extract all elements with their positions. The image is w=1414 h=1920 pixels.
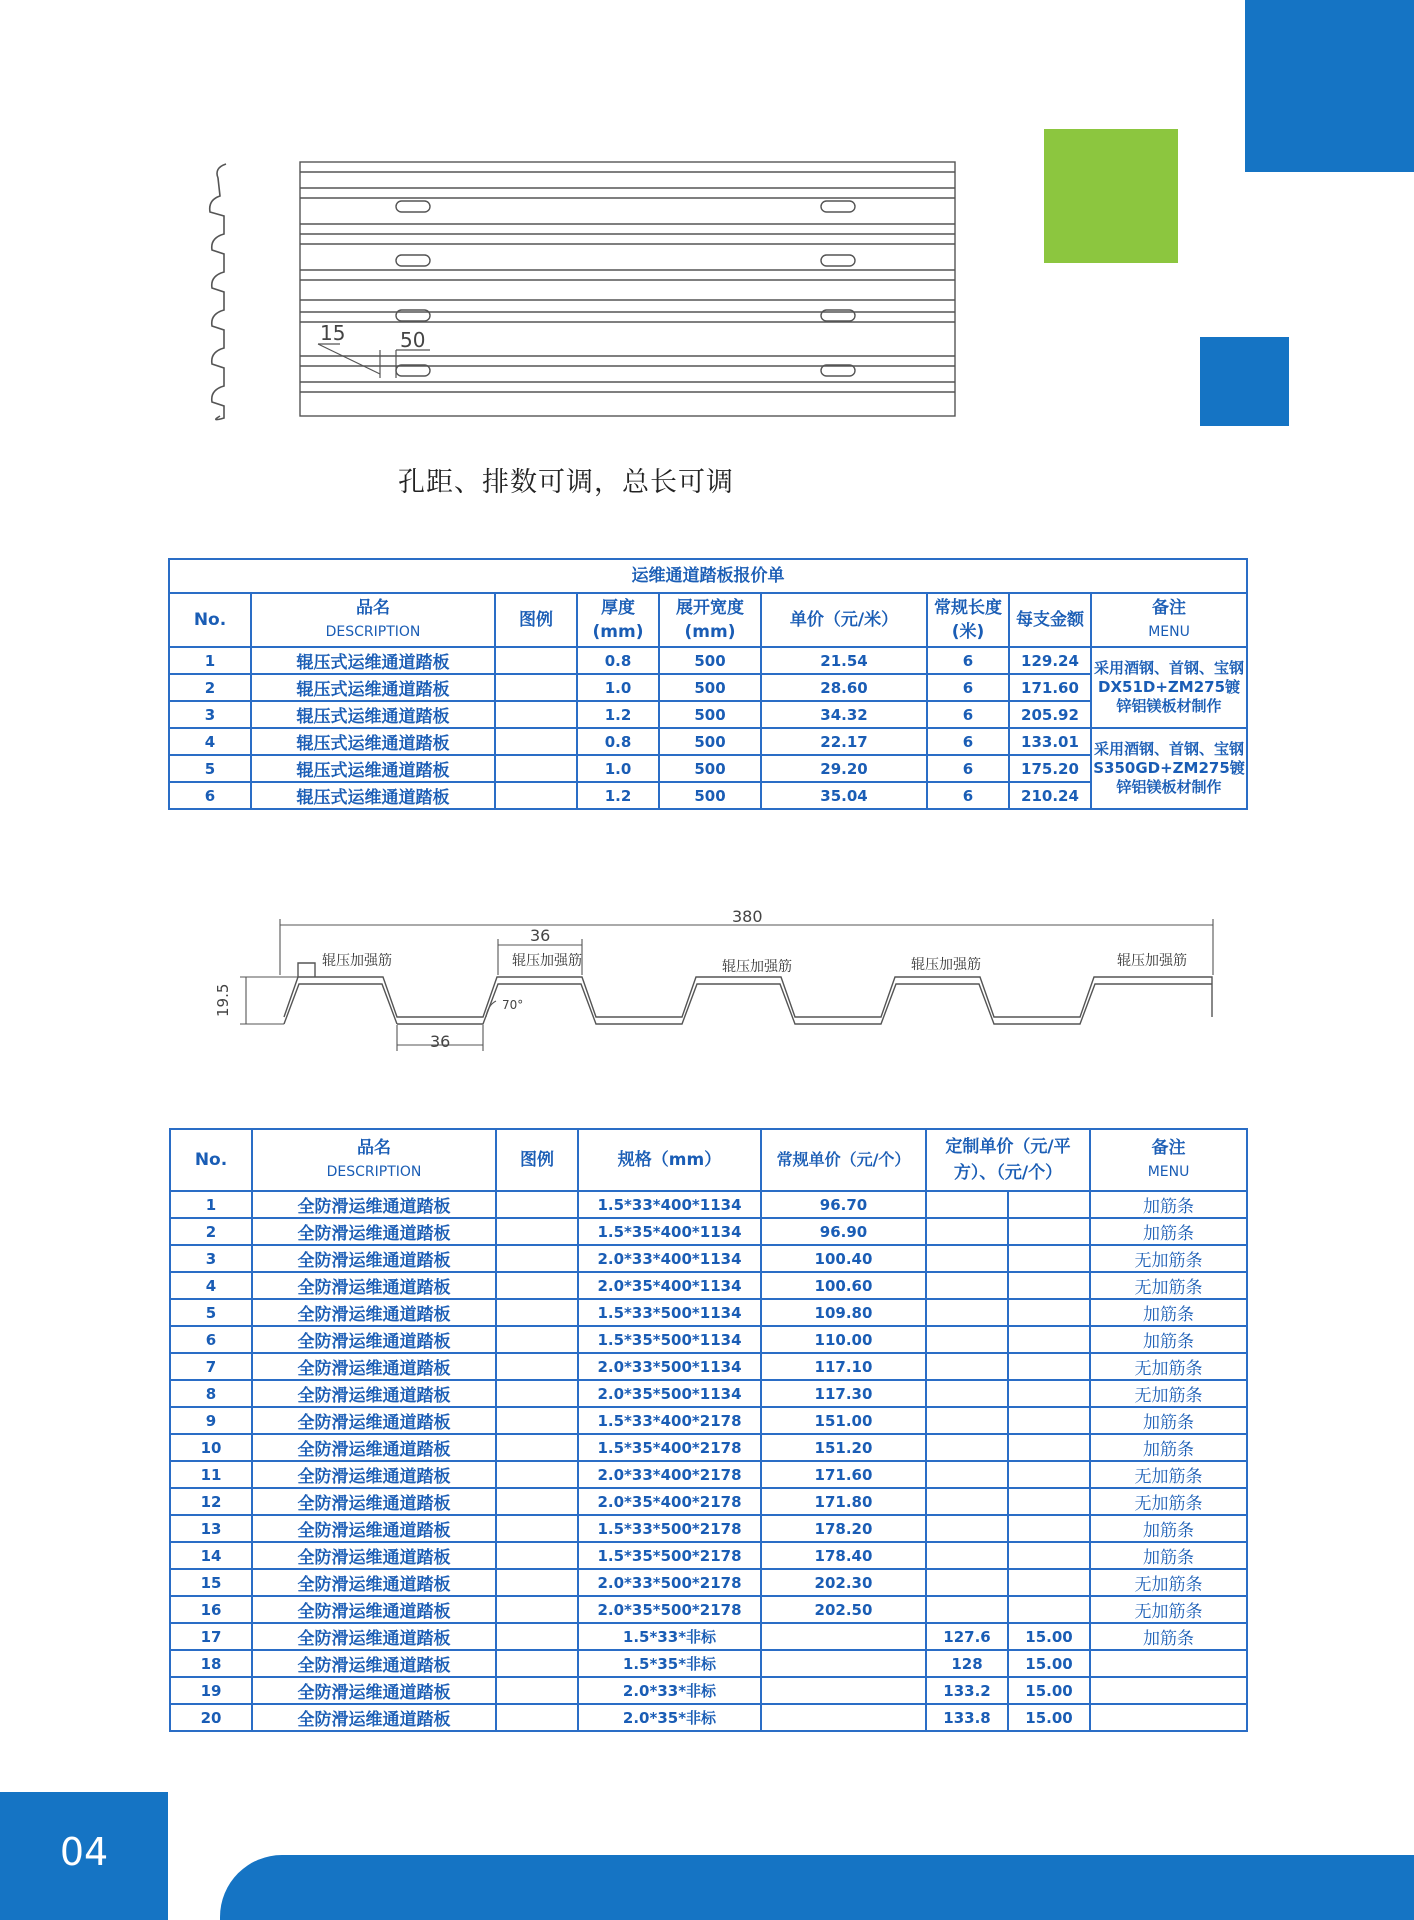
cell-no: 5: [170, 1299, 252, 1326]
cell-spec: 2.0*33*500*1134: [578, 1353, 761, 1380]
cell-spec: 2.0*35*500*1134: [578, 1380, 761, 1407]
cell-amount: 205.92: [1009, 701, 1091, 728]
cell-remark: 采用酒钢、首钢、宝钢S350GD+ZM275镀锌铝镁板材制作: [1091, 728, 1247, 809]
table-row: [170, 1380, 1247, 1407]
cell-custom-area: [926, 1434, 1008, 1461]
dim-bottom-36-label: 36: [430, 1032, 451, 1051]
cell-name: 辊压式运维通道踏板: [251, 701, 495, 728]
table-row: [169, 701, 1247, 728]
cell-custom-piece: [1008, 1515, 1090, 1542]
cell-figure: [496, 1569, 578, 1596]
cell-width: 500: [659, 647, 761, 674]
header-remark-cn: 备注: [1152, 598, 1187, 618]
cell-name: 全防滑运维通道踏板: [252, 1380, 496, 1407]
cell-spec: 1.5*35*400*2178: [578, 1434, 761, 1461]
cell-note: [1090, 1704, 1247, 1731]
cell-custom-piece: [1008, 1326, 1090, 1353]
header-thick: [577, 593, 659, 647]
cell-price: 171.80: [761, 1488, 926, 1515]
cell-custom-area: [926, 1596, 1008, 1623]
cell-amount: 129.24: [1009, 647, 1091, 674]
plank-outline: [300, 162, 955, 416]
cell-figure: [496, 1191, 578, 1218]
cell-price: [761, 1704, 926, 1731]
cell-price: 178.40: [761, 1542, 926, 1569]
cell-price: 22.17: [761, 728, 927, 755]
cell-note: 无加筋条: [1090, 1380, 1247, 1407]
cell-price: 29.20: [761, 755, 927, 782]
cell-name: 辊压式运维通道踏板: [251, 647, 495, 674]
cell-figure: [496, 1272, 578, 1299]
cell-name: 全防滑运维通道踏板: [252, 1299, 496, 1326]
rib-label-1: 辊压加强筋: [322, 953, 392, 969]
cell-custom-area: [926, 1407, 1008, 1434]
cell-note: [1090, 1650, 1247, 1677]
table-row: [170, 1218, 1247, 1245]
cell-custom-piece: [1008, 1596, 1090, 1623]
cell-remark: 采用酒钢、首钢、宝钢DX51D+ZM275镀锌铝镁板材制作: [1091, 647, 1247, 728]
cell-name: 全防滑运维通道踏板: [252, 1191, 496, 1218]
header-amount: 每支金额: [1009, 593, 1091, 647]
cell-figure: [496, 1299, 578, 1326]
cell-figure: [496, 1596, 578, 1623]
cell-spec: 2.0*35*非标: [578, 1704, 761, 1731]
cell-custom-area: [926, 1245, 1008, 1272]
cell-spec: 1.5*33*400*1134: [578, 1191, 761, 1218]
cell-no: 12: [170, 1488, 252, 1515]
cell-no: 19: [170, 1677, 252, 1704]
rib-label-2: 辊压加强筋: [512, 953, 582, 969]
header-name: [251, 593, 495, 647]
cell-price: [761, 1623, 926, 1650]
cell-spec: 2.0*35*400*1134: [578, 1272, 761, 1299]
cell-custom-area: [926, 1272, 1008, 1299]
cell-note: 无加筋条: [1090, 1272, 1247, 1299]
cell-custom-area: [926, 1542, 1008, 1569]
cell-custom-piece: 15.00: [1008, 1650, 1090, 1677]
cell-figure: [496, 1488, 578, 1515]
cell-name: 全防滑运维通道踏板: [252, 1677, 496, 1704]
cell-amount: 210.24: [1009, 782, 1091, 809]
header2-remark-en: MENU: [1147, 1164, 1190, 1180]
cell-custom-piece: 15.00: [1008, 1704, 1090, 1731]
cell-length: 6: [927, 674, 1009, 701]
cell-no: 20: [170, 1704, 252, 1731]
slot-holes: [396, 201, 855, 376]
cell-no: 13: [170, 1515, 252, 1542]
cell-name: 全防滑运维通道踏板: [252, 1326, 496, 1353]
table-row: [170, 1434, 1247, 1461]
cell-price: 96.90: [761, 1218, 926, 1245]
header-no: No.: [169, 593, 251, 647]
header-length-cn: 常规长度: [934, 598, 1002, 618]
dim-50-label: 50: [400, 328, 426, 352]
cell-price: 110.00: [761, 1326, 926, 1353]
cell-note: 加筋条: [1090, 1434, 1247, 1461]
cell-custom-area: [926, 1569, 1008, 1596]
cell-length: 6: [927, 647, 1009, 674]
cell-note: 加筋条: [1090, 1542, 1247, 1569]
header2-custom: 定制单价（元/平方）、（元/个）: [926, 1129, 1090, 1191]
cell-spec: 1.5*33*400*2178: [578, 1407, 761, 1434]
angle-label: 70°: [502, 998, 524, 1012]
cell-no: 6: [169, 782, 251, 809]
cell-figure: [496, 1677, 578, 1704]
cell-spec: 1.5*35*非标: [578, 1650, 761, 1677]
cell-name: 全防滑运维通道踏板: [252, 1569, 496, 1596]
table-row: [170, 1461, 1247, 1488]
cell-figure: [496, 1245, 578, 1272]
table-row: [170, 1272, 1247, 1299]
cell-custom-piece: [1008, 1407, 1090, 1434]
cell-custom-area: [926, 1488, 1008, 1515]
table-row: [170, 1353, 1247, 1380]
cell-amount: 171.60: [1009, 674, 1091, 701]
cell-name: 全防滑运维通道踏板: [252, 1245, 496, 1272]
cell-spec: 1.5*33*500*1134: [578, 1299, 761, 1326]
green-accent-block: [1044, 129, 1178, 263]
dim-top-36-label: 36: [530, 926, 551, 945]
cell-figure: [496, 1542, 578, 1569]
table1-header-row: [169, 593, 1247, 647]
table-row: [170, 1299, 1247, 1326]
table-row: [170, 1488, 1247, 1515]
cell-spec: 1.5*35*500*1134: [578, 1326, 761, 1353]
cell-figure: [495, 674, 577, 701]
cell-no: 9: [170, 1407, 252, 1434]
cell-note: 加筋条: [1090, 1299, 1247, 1326]
cell-name: 辊压式运维通道踏板: [251, 674, 495, 701]
cell-amount: 175.20: [1009, 755, 1091, 782]
cell-custom-piece: [1008, 1542, 1090, 1569]
cell-no: 16: [170, 1596, 252, 1623]
cell-thick: 0.8: [577, 647, 659, 674]
header2-no: No.: [170, 1129, 252, 1191]
cell-name: 全防滑运维通道踏板: [252, 1542, 496, 1569]
cell-note: 加筋条: [1090, 1326, 1247, 1353]
page-number: 04: [59, 1830, 109, 1874]
cell-spec: 1.5*33*500*2178: [578, 1515, 761, 1542]
table-row: [170, 1245, 1247, 1272]
table-row: [170, 1407, 1247, 1434]
cell-custom-area: 133.2: [926, 1677, 1008, 1704]
cell-no: 15: [170, 1569, 252, 1596]
cell-custom-area: [926, 1326, 1008, 1353]
header2-spec: 规格（mm）: [578, 1129, 761, 1191]
side-profile: [210, 164, 226, 420]
cell-note: 无加筋条: [1090, 1353, 1247, 1380]
cell-figure: [496, 1650, 578, 1677]
header2-name-cn: 品名: [357, 1138, 391, 1158]
table-row: [170, 1677, 1247, 1704]
cell-no: 14: [170, 1542, 252, 1569]
cell-price: 202.50: [761, 1596, 926, 1623]
cell-note: 无加筋条: [1090, 1569, 1247, 1596]
header-length: [927, 593, 1009, 647]
header-width-unit: (mm): [684, 622, 736, 642]
cell-name: 全防滑运维通道踏板: [252, 1434, 496, 1461]
cell-note: 加筋条: [1090, 1515, 1247, 1542]
footer-bar: [220, 1855, 1414, 1920]
cell-custom-piece: [1008, 1569, 1090, 1596]
cell-name: 全防滑运维通道踏板: [252, 1596, 496, 1623]
cell-price: 96.70: [761, 1191, 926, 1218]
cell-no: 8: [170, 1380, 252, 1407]
cell-figure: [495, 728, 577, 755]
header2-name-en: DESCRIPTION: [326, 1164, 422, 1180]
header-remark-en: MENU: [1148, 624, 1190, 640]
table-row: [169, 728, 1247, 755]
cell-price: 34.32: [761, 701, 927, 728]
header2-name: [252, 1129, 496, 1191]
table-row: [170, 1326, 1247, 1353]
cell-note: 无加筋条: [1090, 1596, 1247, 1623]
cell-custom-piece: [1008, 1461, 1090, 1488]
cell-no: 6: [170, 1326, 252, 1353]
cell-spec: 1.5*35*400*1134: [578, 1218, 761, 1245]
table-row: [169, 755, 1247, 782]
price-table-anti-slip: [169, 1128, 1248, 1732]
cell-note: 无加筋条: [1090, 1245, 1247, 1272]
cell-name: 全防滑运维通道踏板: [252, 1623, 496, 1650]
cell-spec: 2.0*33*400*1134: [578, 1245, 761, 1272]
cell-thick: 1.2: [577, 782, 659, 809]
dim-height-label: 19.5: [214, 983, 232, 1017]
cell-no: 1: [169, 647, 251, 674]
rib-label-3: 辊压加强筋: [722, 959, 792, 975]
header2-remark: [1090, 1129, 1247, 1191]
header-thick-cn: 厚度: [601, 598, 635, 618]
cell-no: 2: [170, 1218, 252, 1245]
cell-name: 全防滑运维通道踏板: [252, 1515, 496, 1542]
cell-custom-piece: 15.00: [1008, 1623, 1090, 1650]
cell-price: 109.80: [761, 1299, 926, 1326]
table-row: [170, 1569, 1247, 1596]
cell-custom-area: [926, 1353, 1008, 1380]
cell-note: 加筋条: [1090, 1191, 1247, 1218]
cell-custom-piece: [1008, 1272, 1090, 1299]
cell-no: 4: [170, 1272, 252, 1299]
cell-name: 全防滑运维通道踏板: [252, 1488, 496, 1515]
cell-custom-piece: [1008, 1380, 1090, 1407]
cell-width: 500: [659, 701, 761, 728]
cell-thick: 1.0: [577, 674, 659, 701]
cell-name: 全防滑运维通道踏板: [252, 1218, 496, 1245]
cell-note: 无加筋条: [1090, 1488, 1247, 1515]
cell-no: 3: [169, 701, 251, 728]
cell-note: 加筋条: [1090, 1623, 1247, 1650]
cell-figure: [496, 1704, 578, 1731]
cell-custom-piece: [1008, 1299, 1090, 1326]
cell-custom-piece: [1008, 1353, 1090, 1380]
header-thick-unit: (mm): [592, 622, 644, 642]
cell-name: 全防滑运维通道踏板: [252, 1272, 496, 1299]
cell-price: 100.60: [761, 1272, 926, 1299]
cell-no: 2: [169, 674, 251, 701]
cell-no: 7: [170, 1353, 252, 1380]
profile-section-drawing: [200, 905, 1230, 1055]
cell-thick: 1.2: [577, 701, 659, 728]
cell-name: 全防滑运维通道踏板: [252, 1353, 496, 1380]
cell-no: 1: [170, 1191, 252, 1218]
cell-width: 500: [659, 674, 761, 701]
header2-price: 常规单价（元/个）: [761, 1129, 926, 1191]
cell-price: [761, 1650, 926, 1677]
table-row: [169, 674, 1247, 701]
table2-header-row: [170, 1129, 1247, 1191]
cell-length: 6: [927, 728, 1009, 755]
cell-no: 11: [170, 1461, 252, 1488]
header-name-en: DESCRIPTION: [325, 624, 421, 640]
table-row: [170, 1596, 1247, 1623]
cell-length: 6: [927, 782, 1009, 809]
cell-custom-area: 127.6: [926, 1623, 1008, 1650]
cell-figure: [496, 1515, 578, 1542]
header2-figure: 图例: [496, 1129, 578, 1191]
cell-width: 500: [659, 782, 761, 809]
cell-amount: 133.01: [1009, 728, 1091, 755]
cell-figure: [496, 1353, 578, 1380]
dim-380-label: 380: [732, 907, 763, 926]
header-name-cn: 品名: [356, 598, 390, 618]
cell-custom-piece: [1008, 1191, 1090, 1218]
cell-note: 加筋条: [1090, 1218, 1247, 1245]
cell-name: 全防滑运维通道踏板: [252, 1407, 496, 1434]
cell-name: 全防滑运维通道踏板: [252, 1461, 496, 1488]
cell-no: 5: [169, 755, 251, 782]
cell-custom-piece: [1008, 1488, 1090, 1515]
header-price: 单价（元/米）: [761, 593, 927, 647]
cell-spec: 1.5*33*非标: [578, 1623, 761, 1650]
cell-note: 无加筋条: [1090, 1461, 1247, 1488]
corner-block-top: [1245, 0, 1414, 172]
table-row: [170, 1542, 1247, 1569]
cell-spec: 2.0*33*400*2178: [578, 1461, 761, 1488]
cell-custom-piece: [1008, 1434, 1090, 1461]
table-row: [170, 1515, 1247, 1542]
cell-name: 全防滑运维通道踏板: [252, 1704, 496, 1731]
cell-custom-piece: 15.00: [1008, 1677, 1090, 1704]
table-row: [169, 782, 1247, 809]
header2-remark-cn: 备注: [1151, 1138, 1186, 1158]
cell-length: 6: [927, 755, 1009, 782]
small-blue-block: [1200, 337, 1289, 426]
cell-figure: [495, 701, 577, 728]
cell-no: 18: [170, 1650, 252, 1677]
cell-no: 4: [169, 728, 251, 755]
price-table-rolled: [168, 558, 1248, 810]
cell-custom-area: [926, 1380, 1008, 1407]
header-width: [659, 593, 761, 647]
cell-figure: [495, 782, 577, 809]
cell-price: [761, 1677, 926, 1704]
cell-figure: [496, 1380, 578, 1407]
cell-price: 117.10: [761, 1353, 926, 1380]
cell-spec: 2.0*35*500*2178: [578, 1596, 761, 1623]
cell-custom-area: [926, 1461, 1008, 1488]
cell-note: 加筋条: [1090, 1407, 1247, 1434]
cell-width: 500: [659, 728, 761, 755]
cell-spec: 1.5*35*500*2178: [578, 1542, 761, 1569]
rib-label-4: 辊压加强筋: [911, 957, 981, 973]
cell-price: 151.20: [761, 1434, 926, 1461]
cell-thick: 1.0: [577, 755, 659, 782]
cell-price: 35.04: [761, 782, 927, 809]
cell-price: 100.40: [761, 1245, 926, 1272]
cell-price: 21.54: [761, 647, 927, 674]
cell-name: 全防滑运维通道踏板: [252, 1650, 496, 1677]
cell-no: 17: [170, 1623, 252, 1650]
plank-plan-drawing: [200, 150, 970, 430]
cell-custom-area: [926, 1515, 1008, 1542]
cell-custom-area: [926, 1299, 1008, 1326]
cell-custom-piece: [1008, 1218, 1090, 1245]
cell-price: 202.30: [761, 1569, 926, 1596]
cell-price: 151.00: [761, 1407, 926, 1434]
cell-figure: [496, 1434, 578, 1461]
table-row: [170, 1191, 1247, 1218]
cell-figure: [496, 1407, 578, 1434]
cell-figure: [496, 1218, 578, 1245]
cell-figure: [496, 1326, 578, 1353]
cell-spec: 2.0*33*非标: [578, 1677, 761, 1704]
table1-title: 运维通道踏板报价单: [169, 559, 1247, 593]
cell-custom-area: [926, 1191, 1008, 1218]
cell-price: 178.20: [761, 1515, 926, 1542]
cell-custom-area: 133.8: [926, 1704, 1008, 1731]
cell-name: 辊压式运维通道踏板: [251, 755, 495, 782]
table-row: [170, 1623, 1247, 1650]
cell-name: 辊压式运维通道踏板: [251, 782, 495, 809]
header-width-cn: 展开宽度: [676, 598, 744, 618]
cell-note: [1090, 1677, 1247, 1704]
table-row: [170, 1650, 1247, 1677]
cell-thick: 0.8: [577, 728, 659, 755]
cell-length: 6: [927, 701, 1009, 728]
cell-no: 3: [170, 1245, 252, 1272]
table-row: [170, 1704, 1247, 1731]
cell-custom-area: [926, 1218, 1008, 1245]
cell-name: 辊压式运维通道踏板: [251, 728, 495, 755]
drawing-caption: 孔距、排数可调，总长可调: [398, 467, 734, 498]
cell-no: 10: [170, 1434, 252, 1461]
cell-width: 500: [659, 755, 761, 782]
dim-15-label: 15: [320, 321, 346, 345]
table-row: [169, 647, 1247, 674]
header-figure: 图例: [495, 593, 577, 647]
cell-price: 117.30: [761, 1380, 926, 1407]
cell-figure: [496, 1623, 578, 1650]
rib-label-5: 辊压加强筋: [1117, 953, 1187, 969]
cell-figure: [496, 1461, 578, 1488]
cell-figure: [495, 647, 577, 674]
cell-custom-piece: [1008, 1245, 1090, 1272]
cell-price: 28.60: [761, 674, 927, 701]
cell-spec: 2.0*33*500*2178: [578, 1569, 761, 1596]
cell-spec: 2.0*35*400*2178: [578, 1488, 761, 1515]
cell-price: 171.60: [761, 1461, 926, 1488]
cell-custom-area: 128: [926, 1650, 1008, 1677]
header-remark: [1091, 593, 1247, 647]
header-length-unit: (米): [951, 622, 985, 642]
cell-figure: [495, 755, 577, 782]
